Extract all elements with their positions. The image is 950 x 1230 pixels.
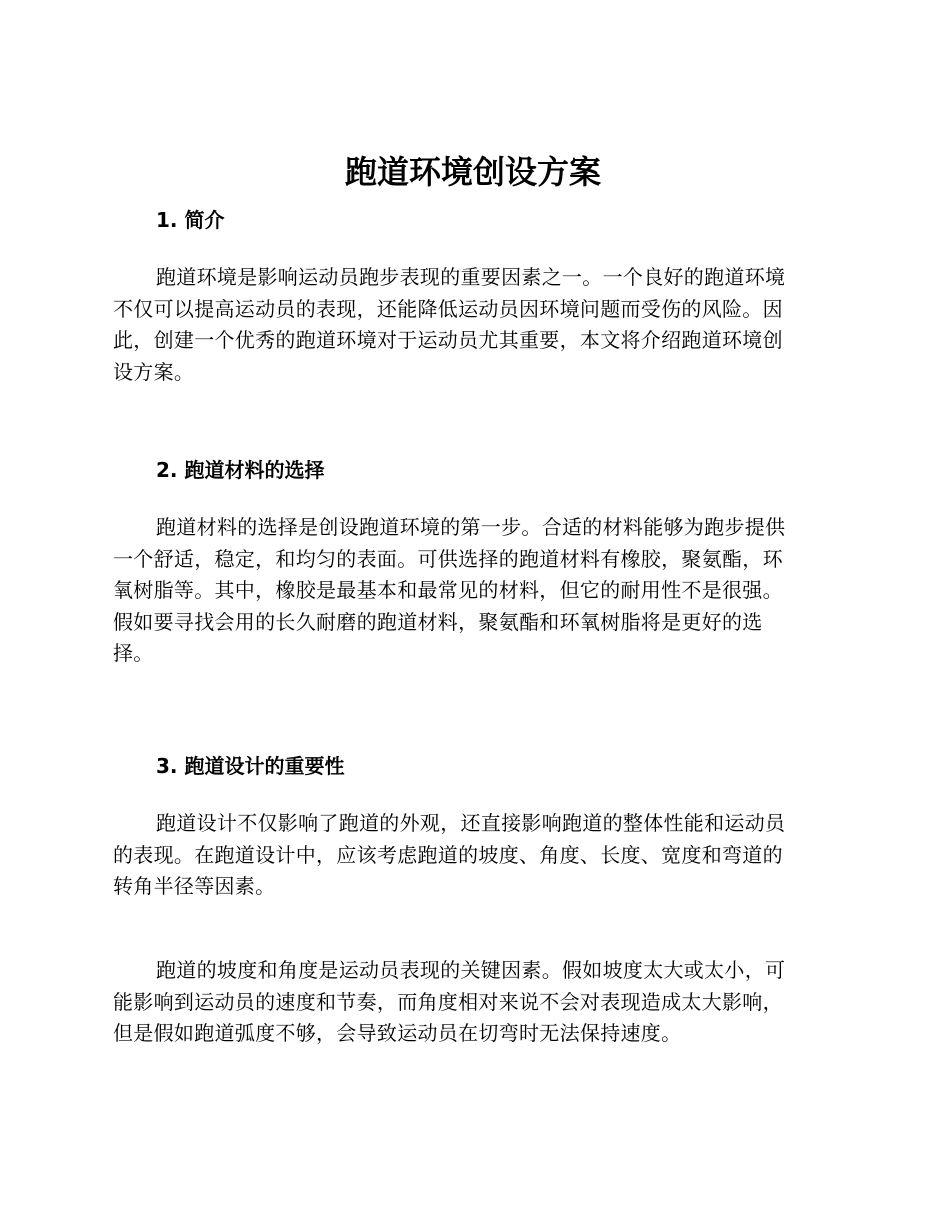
paragraph-line: 氧树脂等。其中，橡胶是最基本和最常见的材料，但它的耐用性不是很强。 xyxy=(113,578,783,602)
paragraph-line: 择。 xyxy=(113,641,154,665)
paragraph-line: 跑道环境是影响运动员跑步表现的重要因素之一。一个良好的跑道环境 xyxy=(156,265,786,289)
paragraph-line: 的表现。在跑道设计中，应该考虑跑道的坡度、角度、长度、宽度和弯道的 xyxy=(113,842,783,867)
paragraph-line: 能影响到运动员的速度和节奏，而角度相对来说不会对表现造成太大影响， xyxy=(113,989,783,1014)
paragraph-intro xyxy=(113,262,833,388)
paragraph-line: 跑道的坡度和角度是运动员表现的关键因素。假如坡度太大或太小，可 xyxy=(156,958,786,982)
paragraph-line: 不仅可以提高运动员的表现，还能降低运动员因环境问题而受伤的风险。因 xyxy=(113,296,783,321)
paragraph-materials xyxy=(113,512,833,670)
paragraph-design-2 xyxy=(113,955,833,1050)
paragraph-line: 此，创建一个优秀的跑道环境对于运动员尤其重要，本文将介绍跑道环境创 xyxy=(113,328,783,352)
section-heading-materials: 2. 跑道材料的选择 xyxy=(156,458,325,482)
paragraph-design-1 xyxy=(113,808,833,903)
paragraph-line: 跑道材料的选择是创设跑道环境的第一步。合适的材料能够为跑步提供 xyxy=(156,515,786,539)
paragraph-line: 但是假如跑道弧度不够，会导致运动员在切弯时无法保持速度。 xyxy=(113,1021,682,1045)
paragraph-line: 跑道设计不仅影响了跑道的外观，还直接影响跑道的整体性能和运动员 xyxy=(156,811,786,835)
paragraph-line: 假如要寻找会用的长久耐磨的跑道材料，聚氨酯和环氧树脂将是更好的选 xyxy=(113,609,763,634)
section-heading-intro: 1. 简介 xyxy=(156,208,225,232)
paragraph-line: 转角半径等因素。 xyxy=(113,874,276,898)
paragraph-line: 一个舒适，稳定，和均匀的表面。可供选择的跑道材料有橡胶，聚氨酯，环 xyxy=(113,546,783,571)
section-heading-design: 3. 跑道设计的重要性 xyxy=(156,754,345,778)
document-title: 跑道环境创设方案 xyxy=(344,153,601,191)
paragraph-line: 设方案。 xyxy=(113,359,195,384)
